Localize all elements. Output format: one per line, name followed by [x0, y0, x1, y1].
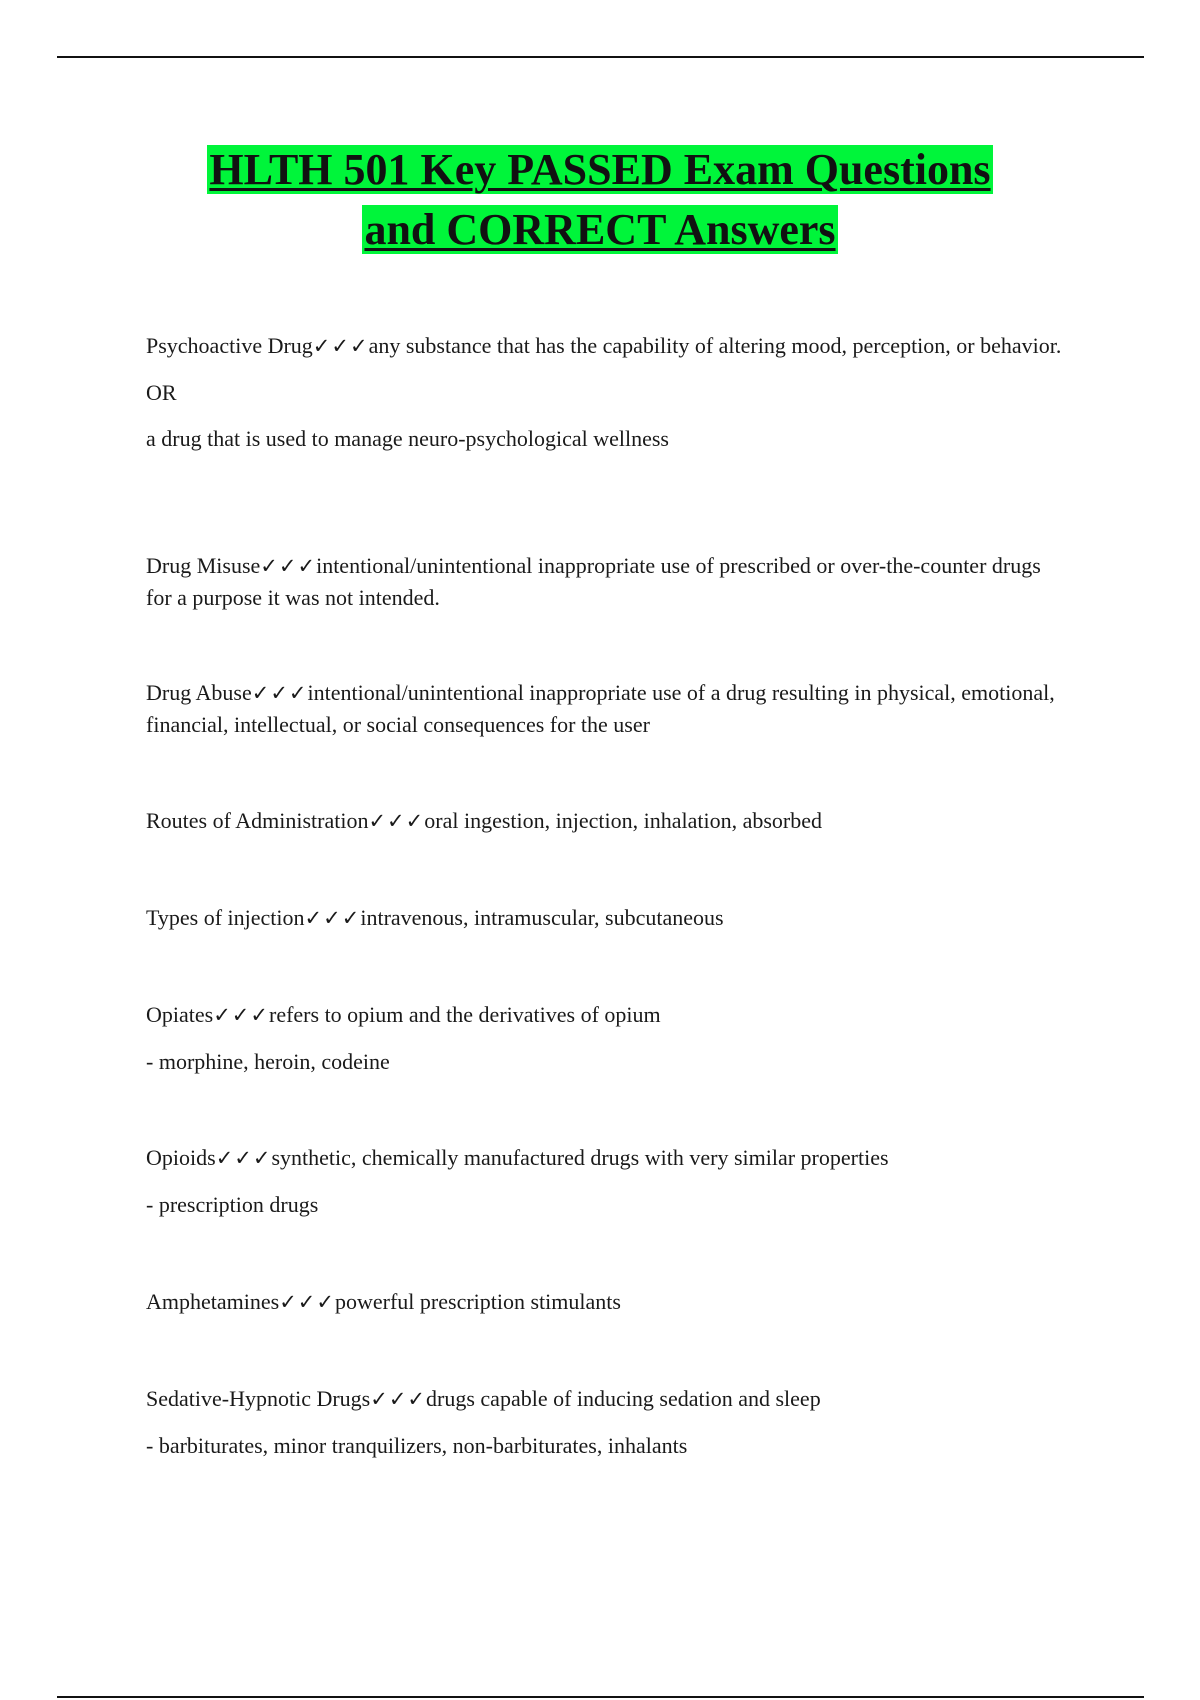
entry-term: Routes of Administration: [146, 808, 369, 833]
entry-opioids: [146, 1142, 1066, 1220]
check-marks-icon: ✓✓✓: [279, 1290, 335, 1314]
entry-term: Sedative-Hypnotic Drugs: [146, 1386, 371, 1411]
footer-rule: [57, 1696, 1144, 1698]
document-title: [0, 140, 1200, 260]
entry-term: Psychoactive Drug: [146, 333, 313, 358]
check-marks-icon: ✓✓✓: [304, 906, 361, 930]
entry-sedative-hypnotic-drugs: [146, 1383, 1066, 1461]
check-marks-icon: ✓✓✓: [251, 681, 308, 705]
entry-extra-line: OR: [146, 380, 177, 405]
title-line-1: HLTH 501 Key PASSED Exam Questions: [209, 145, 991, 194]
entry-main-line: [146, 550, 1066, 613]
entry-main-line: [146, 677, 1066, 740]
entry-definition: synthetic, chemically manufactured drugs with very similar properties: [271, 1145, 889, 1170]
entry-definition: intentional/unintentional inappropriate use of prescribed or over-the-counter drugs for a purpose it was not intended.: [146, 553, 1041, 610]
entry-term: Types of injection: [146, 905, 305, 930]
entry-definition: refers to opium and the derivatives of opium: [269, 1002, 661, 1027]
entry-main-line: [146, 999, 1066, 1031]
check-marks-icon: ✓✓✓: [215, 1146, 272, 1170]
entry-main-line: [146, 805, 1066, 837]
entry-opiates: [146, 999, 1066, 1077]
entry-extra-line: - prescription drugs: [146, 1192, 319, 1217]
check-marks-icon: ✓✓✓: [312, 334, 369, 358]
entry-types-of-injection: [146, 902, 1066, 934]
entry-psychoactive-drug: [146, 330, 1066, 454]
entry-definition: oral ingestion, injection, inhalation, absorbed: [424, 808, 822, 833]
entry-amphetamines: [146, 1286, 1066, 1318]
entry-extra-line: - morphine, heroin, codeine: [146, 1049, 390, 1074]
entry-extra-line: - barbiturates, minor tranquilizers, non-barbiturates, inhalants: [146, 1433, 688, 1458]
entry-term: Drug Abuse: [146, 680, 252, 705]
entry-term: Drug Misuse: [146, 553, 261, 578]
header-rule: [57, 56, 1144, 58]
entry-main-line: [146, 902, 1066, 934]
entry-definition: any substance that has the capability of altering mood, perception, or behavior.: [368, 333, 1062, 358]
entry-main-line: [146, 1383, 1066, 1415]
entry-term: Opiates: [146, 1002, 214, 1027]
entry-drug-misuse: [146, 550, 1066, 613]
entry-definition: intravenous, intramuscular, subcutaneous: [360, 905, 724, 930]
entry-definition: intentional/unintentional inappropriate use of a drug resulting in physical, emotional, financial, intellectual, or social consequences for the user: [146, 680, 1055, 737]
entry-main-line: [146, 1286, 1066, 1318]
entry-definition: drugs capable of inducing sedation and sleep: [426, 1386, 821, 1411]
check-marks-icon: ✓✓✓: [370, 1387, 427, 1411]
check-marks-icon: ✓✓✓: [368, 809, 425, 833]
check-marks-icon: ✓✓✓: [260, 554, 317, 578]
entry-extra-line: a drug that is used to manage neuro-psychological wellness: [146, 426, 669, 451]
entry-drug-abuse: [146, 677, 1066, 740]
entry-routes-of-administration: [146, 805, 1066, 837]
title-line-2: and CORRECT Answers: [364, 205, 836, 254]
entry-term: Opioids: [146, 1145, 216, 1170]
entry-main-line: [146, 1142, 1066, 1174]
entry-main-line: [146, 330, 1066, 362]
entry-definition: powerful prescription stimulants: [335, 1289, 621, 1314]
entry-term: Amphetamines: [146, 1289, 280, 1314]
check-marks-icon: ✓✓✓: [213, 1003, 269, 1027]
